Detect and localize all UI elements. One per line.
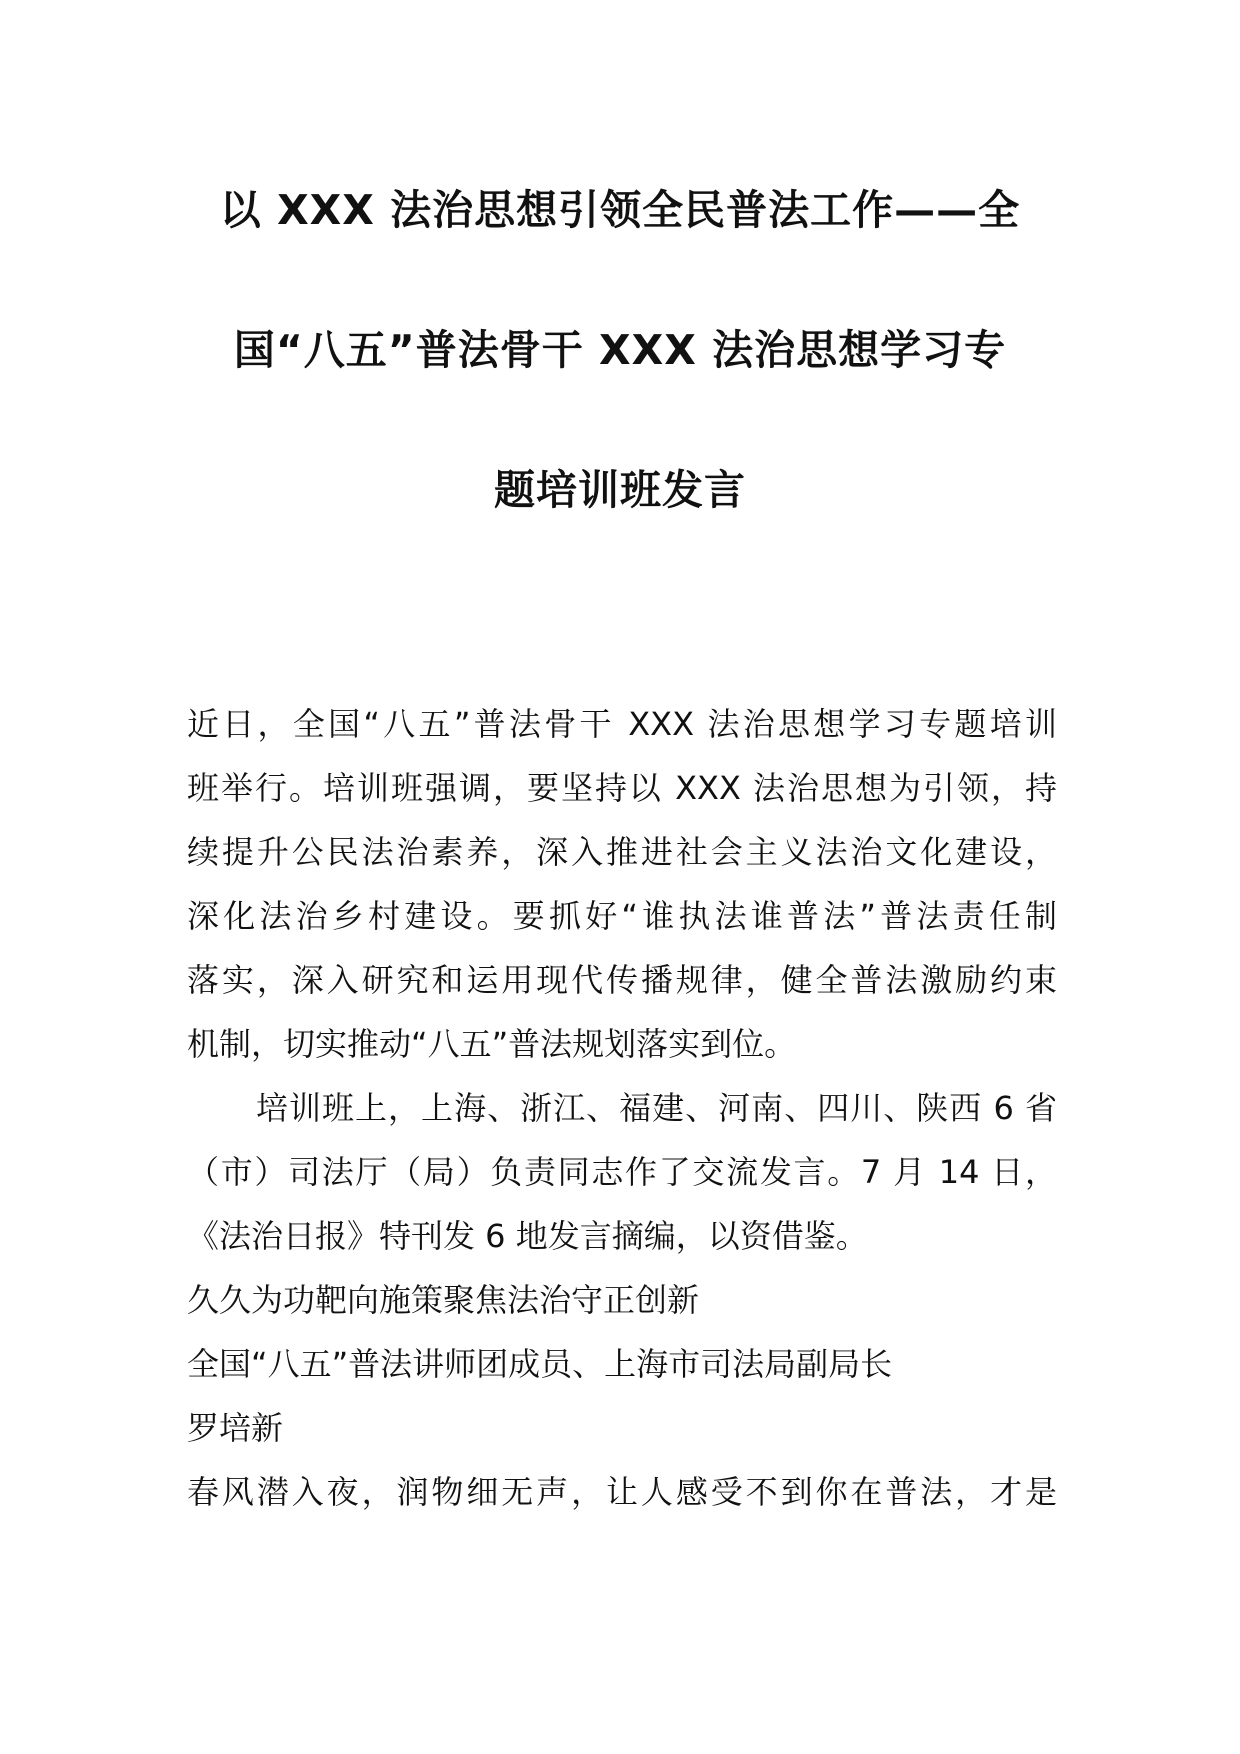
paragraph-1-line-3: 续提升公民法治素养，深入推进社会主义法治文化建设， (187, 833, 1057, 871)
section-heading: 久久为功靶向施策聚焦法治守正创新 (187, 1281, 700, 1319)
paragraph-2-line-2: （市）司法厅（局）负责同志作了交流发言。7 月 14 日， (187, 1153, 1057, 1191)
paragraph-1-line-6: 机制，切实推动“八五”普法规划落实到位。 (187, 1025, 797, 1063)
paragraph-2-line-1: 培训班上，上海、浙江、福建、河南、四川、陕西 6 省 (256, 1089, 1057, 1127)
paragraph-1-line-1: 近日，全国“八五”普法骨干 XXX 法治思想学习专题培训 (187, 705, 1057, 743)
document-title-line-1: 以 XXX 法治思想引领全民普法工作——全 (219, 186, 1021, 234)
document-title-line-3: 题培训班发言 (494, 466, 746, 514)
paragraph-1-line-5: 落实，深入研究和运用现代传播规律，健全普法激励约束 (187, 961, 1057, 999)
paragraph-1-line-4: 深化法治乡村建设。要抓好“谁执法谁普法”普法责任制 (187, 897, 1057, 935)
paragraph-3-line-1: 春风潜入夜，润物细无声，让人感受不到你在普法，才是 (187, 1473, 1057, 1511)
paragraph-2-line-3: 《法治日报》特刊发 6 地发言摘编，以资借鉴。 (187, 1217, 868, 1255)
speaker-title: 全国“八五”普法讲师团成员、上海市司法局副局长 (187, 1345, 893, 1383)
paragraph-1-line-2: 班举行。培训班强调，要坚持以 XXX 法治思想为引领，持 (187, 769, 1057, 807)
document-title-line-2: 国“八五”普法骨干 XXX 法治思想学习专 (233, 326, 1007, 374)
speaker-name: 罗培新 (187, 1409, 284, 1447)
